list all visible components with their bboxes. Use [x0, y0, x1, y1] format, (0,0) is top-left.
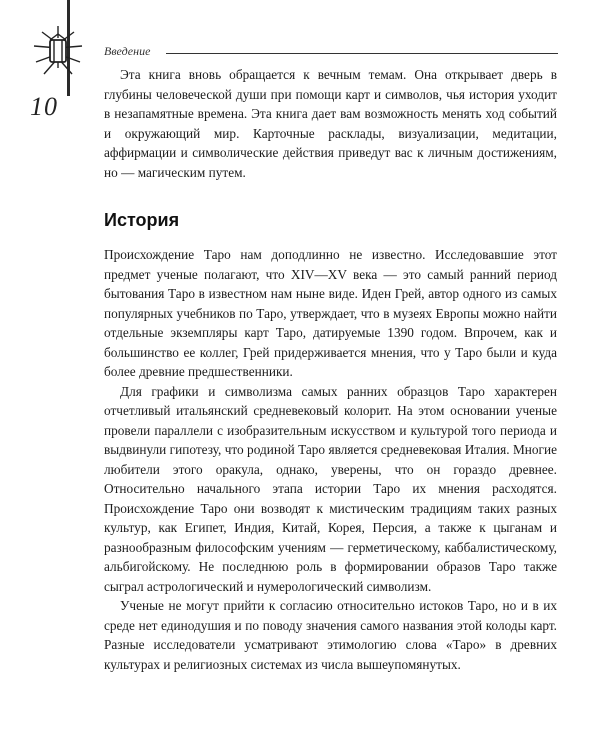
history-paragraph: Для графики и символизма самых ранних образцов Таро характерен отчетливый итальянский средневековый колорит. На этом основании ученые провели параллели с изобразительным искусством и культурой того периода и выдвинули гипотезу, что родиной Таро является средневековая Италия. Многие любители этого оракула, однако, уверены, что он гораздо древнее. Относительно начального этапа истории Таро их мнения расходятся. Происхождение Таро они возводят к мистическим традициям таких разных культур, как Египет, Индия, Китай, Корея, Персия, а также к цыганам и разнообразным философским учениям — герметическому, каббалистическому, альбигойскому. Не последнюю роль в формировании образов Таро также сыграл астрологический и нумерологический символизм.	[104, 383, 557, 594]
running-header	[104, 44, 558, 58]
history-paragraph: Происхождение Таро нам доподлинно не известно. Исследовавшие этот предмет ученые полагают, что XIV—XV века — это самый ранний период бытования Таро в известном нам ныне виде. Иден Грей, автор одного из самых популярных учебников по Таро, утверждает, что в музеях Европы можно найти отдельные экземпляры карт Таро, датируемые 1390 годом. Впрочем, как и большинство ее коллег, Грей придерживается мнения, что у Таро были и куда более древние предшественники.	[104, 247, 557, 379]
page-number: 10	[30, 92, 58, 121]
history-paragraph: Ученые не могут прийти к согласию относительно истоков Таро, но и в их среде нет единодушия и по поводу значения самого названия этой колоды карт. Разные исследователи усматривают этимологию слова «Таро» в древних культурах и религиозных системах из числа вышеупомянутых.	[104, 598, 557, 672]
history-section	[104, 210, 557, 674]
page-body	[104, 65, 557, 674]
section-title: Введение	[104, 44, 151, 58]
lantern-ornament-icon	[28, 18, 88, 90]
header-rule	[166, 53, 558, 54]
history-heading: История	[104, 210, 180, 230]
intro-paragraph: Эта книга вновь обращается к вечным темам. Она открывает дверь в глубины человеческой души при помощи карт и символов, чья история уходит в незапамятные времена. Эта книга дает вам возможность менять ход событий и окружающий мир. Карточные расклады, визуализации, медитации, аффирмации и символические действия приведут вас к личным достижениям, но — магическим путем.	[104, 67, 557, 180]
